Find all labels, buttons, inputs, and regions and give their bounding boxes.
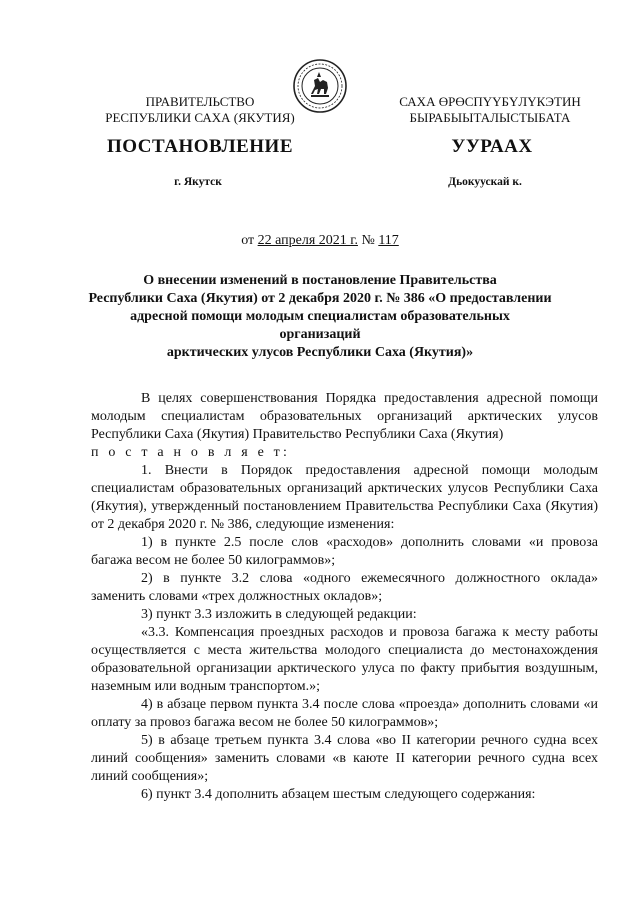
header-right-line2: БЫРАБЫЫТАЛЫСТЫБАТА <box>409 110 571 125</box>
header-left-line1: ПРАВИТЕЛЬСТВО <box>145 94 255 109</box>
body-intro: В целях совершенствования Порядка предоставления адресной помощи молодым специалистам образовательных организаций арктических улусов Республики Саха (Якутия) Правительство Республики Саха (Якутия) <box>91 391 598 442</box>
body-paragraph-1: 1. Внести в Порядок предоставления адресной помощи молодым специалистам образовательных организаций арктических улусов Республики Саха (Якутия), утвержденный постановлением Правительства Республики Саха (Якутия) от 2 декабря 2020 г. № 386, следующие изменения: <box>91 463 598 532</box>
header-left <box>100 94 300 126</box>
decree-date: 22 апреля 2021 г. <box>257 233 358 248</box>
city-sakha: Дьокуускай к. <box>448 176 522 188</box>
header-right <box>390 94 590 126</box>
body-paragraph-5: «3.3. Компенсация проездных расходов и провоза багажа к месту работы осуществляется с места жительства молодого специалиста до местонахождения образовательной организации арктического улуса по факту прибытия воздушным, наземным или водным транспортом.»; <box>91 625 598 694</box>
document-title-line4: арктических улусов Республики Саха (Якутия)» <box>166 345 474 360</box>
header-left-line2: РЕСПУБЛИКИ САХА (ЯКУТИЯ) <box>105 110 295 125</box>
date-prefix: от <box>241 233 258 248</box>
header-right-line1: САХА ӨРӨСПҮҮБҮЛҮКЭТИН <box>399 94 581 109</box>
body-paragraph-3: 2) в пункте 3.2 слова «одного ежемесячного должностного оклада» заменить словами «трех должностных окладов»; <box>91 571 598 604</box>
document-title-line2: Республики Саха (Якутия) от 2 декабря 2020 г. № 386 «О предоставлении <box>88 291 552 306</box>
coat-of-arms-icon <box>292 58 348 114</box>
body-paragraph-4: 3) пункт 3.3 изложить в следующей редакции: <box>141 607 417 622</box>
city-ru: г. Якутск <box>174 176 222 188</box>
decree-date-line <box>0 233 640 249</box>
body-paragraph-2: 1) в пункте 2.5 после слов «расходов» дополнить словами «и провоза багажа весом не более 50 килограммов»; <box>91 535 598 568</box>
body-paragraph-6: 4) в абзаце первом пункта 3.4 после слова «проезда» дополнить словами «и оплату за провоз багажа весом не более 50 килограммов»; <box>91 697 598 730</box>
document-body <box>91 390 598 804</box>
document-title <box>88 272 552 362</box>
body-paragraph-8: 6) пункт 3.4 дополнить абзацем шестым следующего содержания: <box>141 787 536 802</box>
number-prefix: № <box>357 233 379 248</box>
title-ru: ПОСТАНОВЛЕНИЕ <box>106 136 294 157</box>
decree-number: 117 <box>378 233 399 248</box>
document-title-line1: О внесении изменений в постановление Правительства <box>143 273 497 288</box>
body-paragraph-7: 5) в абзаце третьем пункта 3.4 слова «во II категории речного судна всех линий сообщения» заменить словами «в каюте II категории речного судна всех линий сообщения»; <box>91 733 598 784</box>
document-title-line3: адресной помощи молодым специалистам образовательных организаций <box>130 309 510 342</box>
title-sakha: УУРААХ <box>451 136 533 157</box>
body-decrees: п о с т а н о в л я е т: <box>91 445 291 460</box>
